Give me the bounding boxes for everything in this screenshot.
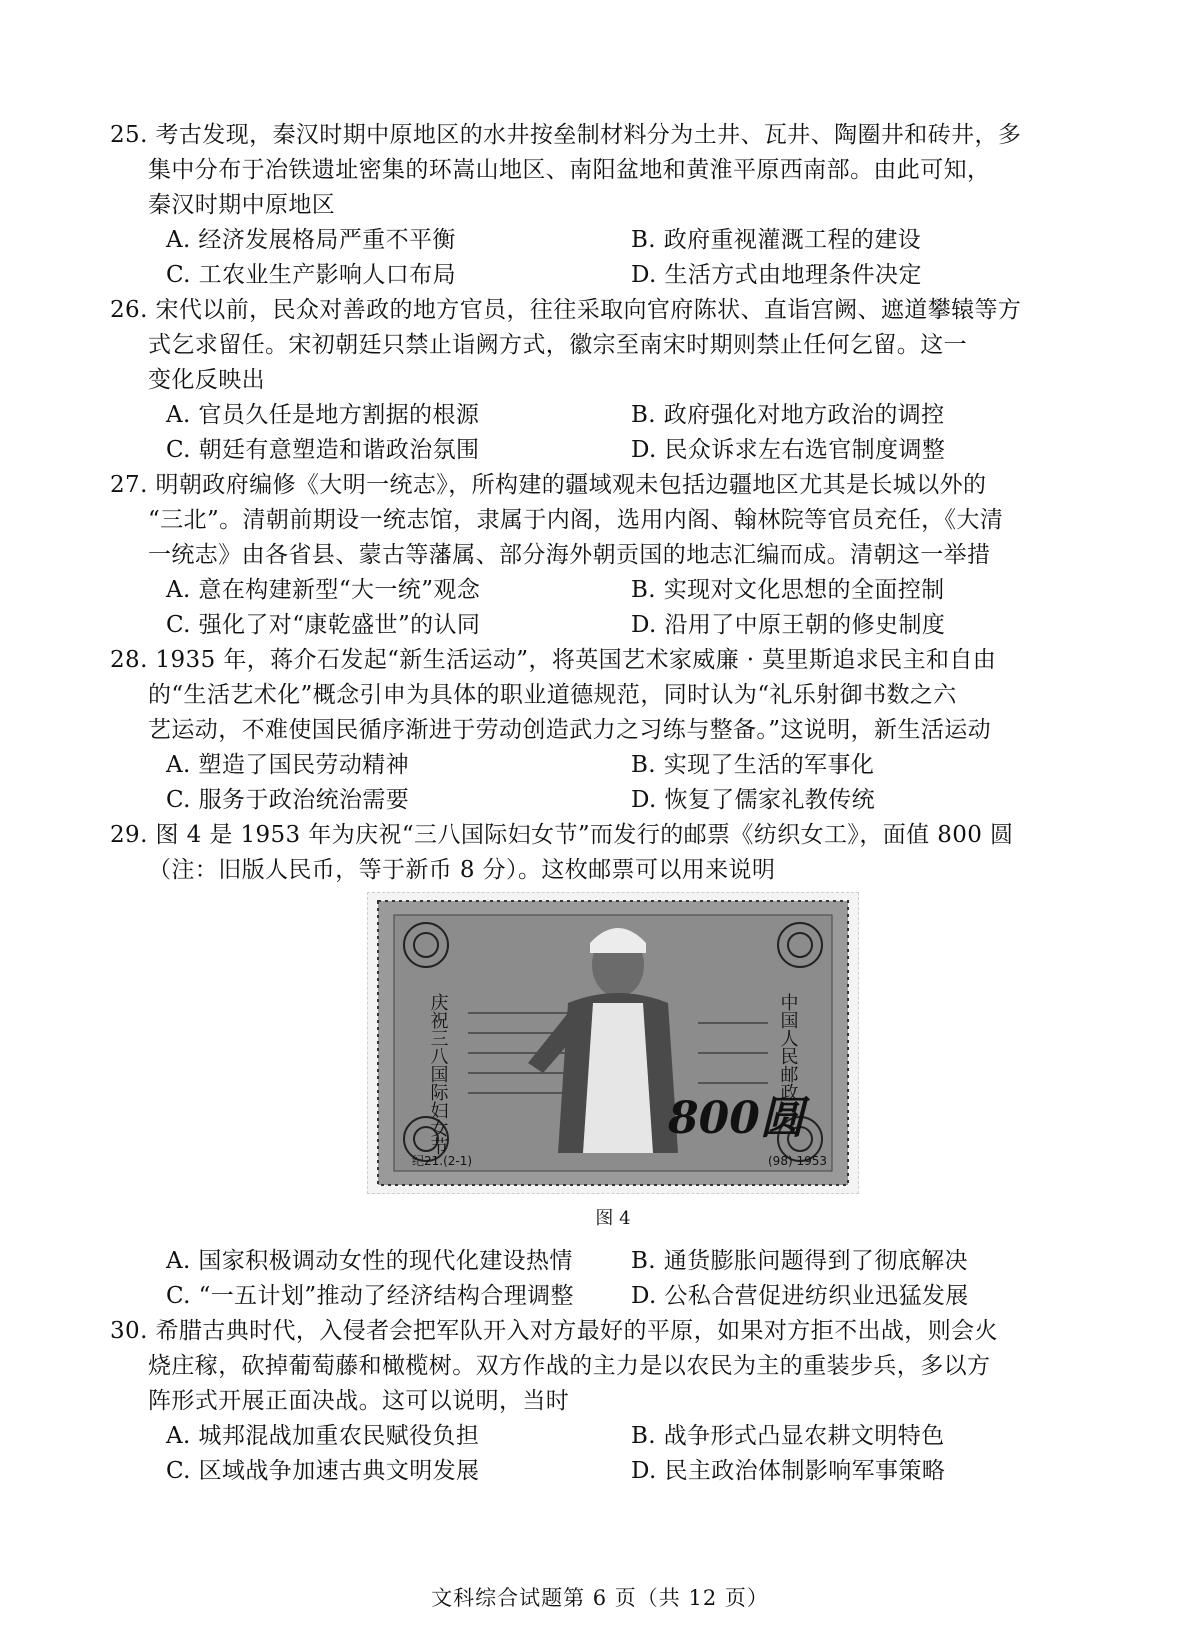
question-stem-line: 集中分布于冶铁遗址密集的环嵩山地区、南阳盆地和黄淮平原西南部。由此可知， (148, 157, 991, 183)
option-a: A. 官员久任是地方割据的根源 (166, 402, 480, 428)
option-d: D. 公私合营促进纺织业迅猛发展 (631, 1283, 969, 1309)
question-25 (110, 118, 1078, 293)
option-b: B. 通货膨胀问题得到了彻底解决 (631, 1248, 968, 1274)
option-d: D. 沿用了中原王朝的修史制度 (631, 612, 946, 638)
question-stem-line: 秦汉时期中原地区 (148, 192, 336, 218)
question-stem-line: 27. 明朝政府编修《大明一统志》，所构建的疆域观未包括边疆地区尤其是长城以外的 (110, 472, 987, 498)
question-stem-line: 式乞求留任。宋初朝廷只禁止诣阙方式，徽宗至南宋时期则禁止任何乞留。这一 (148, 332, 967, 358)
question-stem-line: 艺运动，不难使国民循序渐进于劳动创造武力之习练与整备。”这说明，新生活运动 (148, 717, 992, 743)
stamp-code-left: 纪21.(2-1) (412, 1154, 473, 1168)
option-c: C. 强化了对“康乾盛世”的认同 (166, 612, 481, 638)
question-stem-line: 变化反映出 (148, 367, 265, 393)
option-b: B. 战争形式凸显农耕文明特色 (631, 1423, 945, 1449)
figure-4 (148, 892, 1078, 1244)
question-stem-line: 的“生活艺术化”概念引申为具体的职业道德规范，同时认为“礼乐射御书数之六 (148, 682, 957, 708)
option-c: C. 服务于政治统治需要 (166, 787, 410, 813)
option-b: B. 政府重视灌溉工程的建设 (631, 227, 922, 253)
options-grid (148, 573, 1078, 643)
question-30 (110, 1314, 1078, 1489)
options-grid (148, 398, 1078, 468)
options-grid (148, 1419, 1078, 1489)
question-stem-line: （注：旧版人民币，等于新币 8 分）。这枚邮票可以用来说明 (148, 857, 776, 883)
question-27 (110, 468, 1078, 643)
question-stem-line: 26. 宋代以前，民众对善政的地方官员，往往采取向官府陈状、直诣宫阙、遮道攀辕等方 (110, 297, 1022, 323)
option-d: D. 民主政治体制影响军事策略 (631, 1458, 946, 1484)
option-d: D. 民众诉求左右选官制度调整 (631, 437, 946, 463)
question-stem-line: 28. 1935 年，蒋介石发起“新生活运动”，将英国艺术家威廉 · 莫里斯追求民主和自由 (110, 647, 997, 673)
question-stem-line: 一统志》由各省县、蒙古等藩属、部分海外朝贡国的地志汇编而成。清朝这一举措 (148, 542, 991, 568)
question-stem-line: 29. 图 4 是 1953 年为庆祝“三八国际妇女节”而发行的邮票《纺织女工》，面值 800 圆 (110, 822, 1014, 848)
option-a: A. 意在构建新型“大一统”观念 (166, 577, 481, 603)
question-stem-line: “三北”。清朝前期设一统志馆，隶属于内阁，选用内阁、翰林院等官员充任，《大清 (148, 507, 1004, 533)
option-b: B. 实现对文化思想的全面控制 (631, 577, 945, 603)
options-grid (148, 1244, 1078, 1314)
stamp-illustration (368, 893, 858, 1193)
question-stem-line: 30. 希腊古典时代，入侵者会把军队开入对方最好的平原，如果对方拒不出战，则会火 (110, 1318, 998, 1344)
question-29 (110, 818, 1078, 1314)
page-footer: 文科综合试题第 6 页（共 12 页） (431, 1586, 769, 1610)
question-stem-line: 阵形式开展正面决战。这可以说明，当时 (148, 1388, 570, 1414)
stamp-image (367, 892, 859, 1194)
options-grid (148, 748, 1078, 818)
option-a: A. 经济发展格局严重不平衡 (166, 227, 456, 253)
stamp-code-right: (98) 1953 (768, 1154, 827, 1168)
option-a: A. 塑造了国民劳动精神 (166, 752, 410, 778)
option-a: A. 国家积极调动女性的现代化建设热情 (166, 1248, 573, 1274)
option-b: B. 政府强化对地方政治的调控 (631, 402, 945, 428)
option-d: D. 恢复了儒家礼教传统 (631, 787, 876, 813)
stamp-right-text: 中国人民邮政 (777, 993, 799, 1101)
question-stem-line: 25. 考古发现，秦汉时期中原地区的水井按垒制材料分为土井、瓦井、陶圈井和砖井，多 (110, 122, 1022, 148)
question-26 (110, 293, 1078, 468)
option-c: C. “一五计划”推动了经济结构合理调整 (166, 1283, 574, 1309)
question-list (110, 118, 1078, 1489)
stamp-value-text: 800圆 (668, 1093, 804, 1144)
option-c: C. 工农业生产影响人口布局 (166, 262, 457, 288)
option-a: A. 城邦混战加重农民赋役负担 (166, 1423, 480, 1449)
stamp-left-text: 庆祝三八国际妇女节 (427, 993, 449, 1155)
figure-caption: 图 4 (595, 1208, 631, 1229)
option-c: C. 区域战争加速古典文明发展 (166, 1458, 480, 1484)
option-d: D. 生活方式由地理条件决定 (631, 262, 922, 288)
option-c: C. 朝廷有意塑造和谐政治氛围 (166, 437, 480, 463)
options-grid (148, 223, 1078, 293)
option-b: B. 实现了生活的军事化 (631, 752, 875, 778)
question-28 (110, 643, 1078, 818)
question-stem-line: 烧庄稼，砍掉葡萄藤和橄榄树。双方作战的主力是以农民为主的重装步兵，多以方 (148, 1353, 991, 1379)
